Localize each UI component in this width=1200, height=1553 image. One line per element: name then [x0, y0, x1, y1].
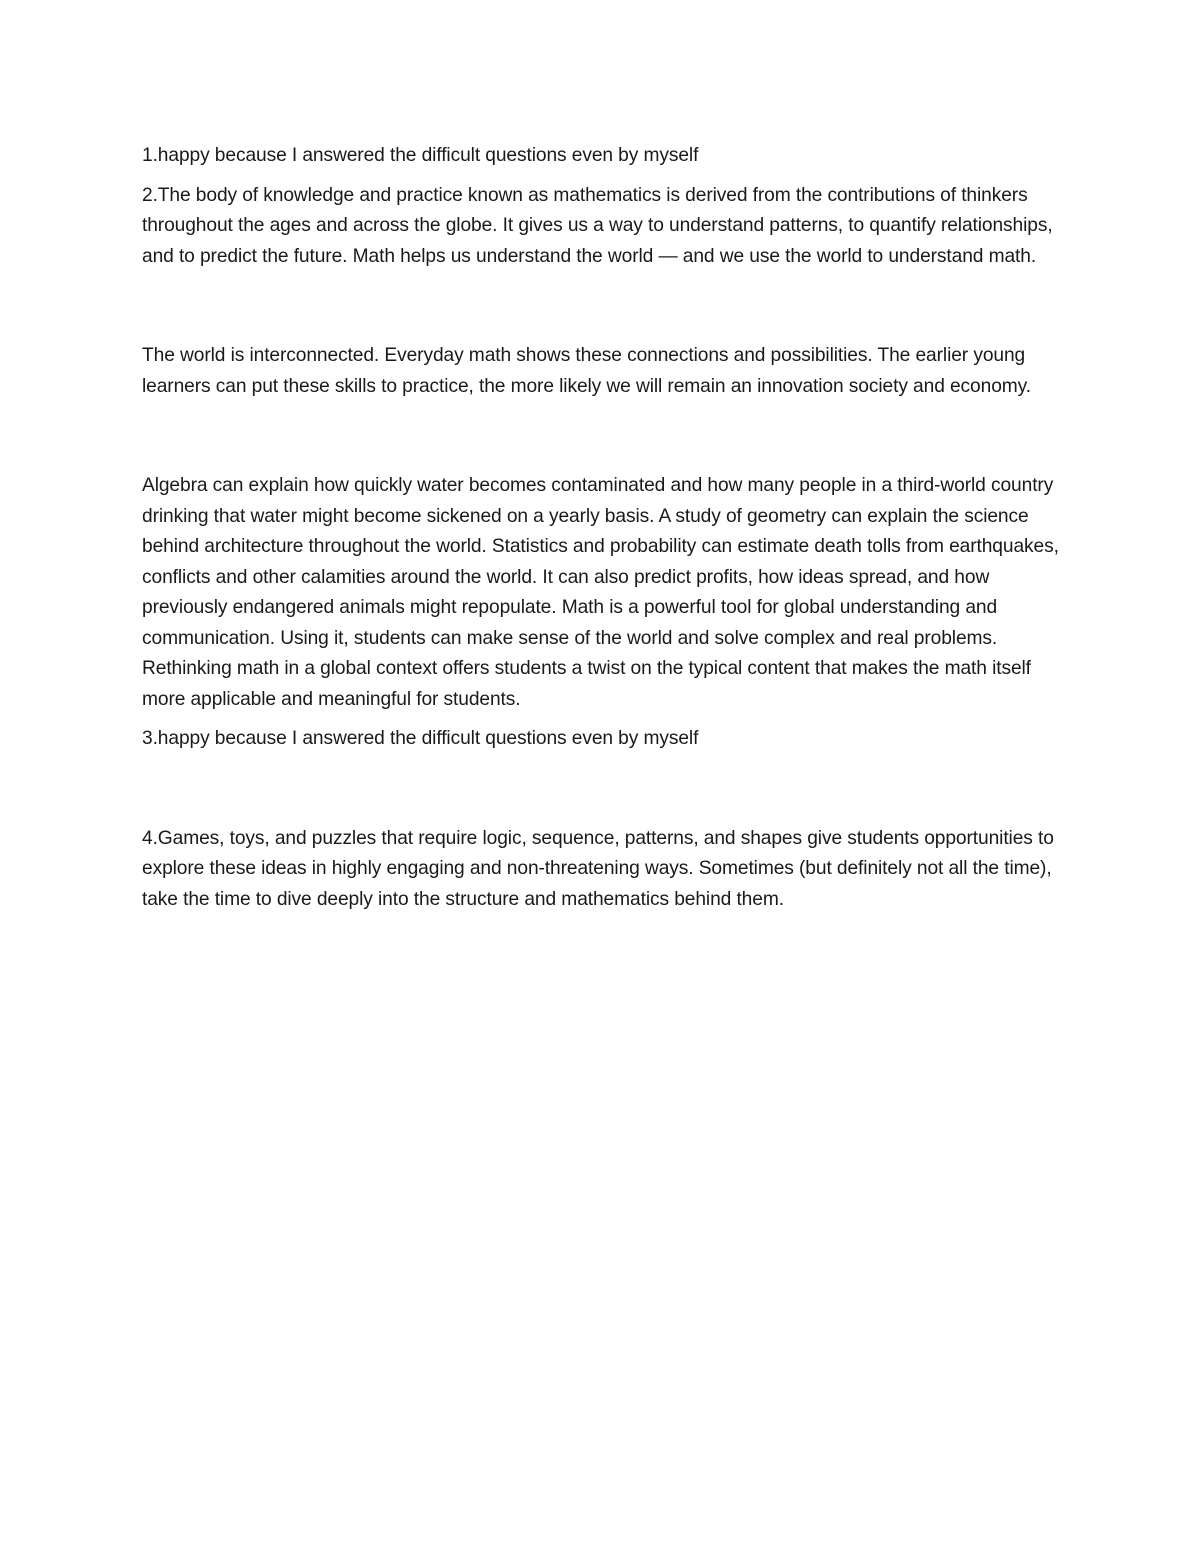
document-body — [142, 141, 1066, 915]
paragraph-spacer — [142, 715, 1066, 724]
paragraph-spacer — [142, 172, 1066, 181]
algebra-paragraph: Algebra can explain how quickly water becomes contaminated and how many people in a third-world country drinking that water might become sickened on a yearly basis. A study of geometry can explain the science behind architecture throughout the world. Statistics and probability can estimate death tolls from earthquakes, conflicts and other calamities around the world. It can also predict profits, how ideas spread, and how previously endangered animals might repopulate. Math is a powerful tool for global understanding and communication. Using it, students can make sense of the world and solve complex and real problems. Rethinking math in a global context offers students a twist on the typical content that makes the math itself more applicable and meaningful for students. — [142, 475, 1059, 710]
answer-1-paragraph: 1.happy because I answered the difficult questions even by myself — [142, 145, 699, 166]
answer-2-paragraph: 2.The body of knowledge and practice known as mathematics is derived from the contributions of thinkers throughout the ages and across the globe. It gives us a way to understand patterns, to quantify relationships, and to predict the future. Math helps us understand the world — and we use the world to understand math. — [142, 184, 1053, 267]
interconnected-paragraph: The world is interconnected. Everyday math shows these connections and possibilities. The earlier young learners can put these skills to practice, the more likely we will remain an innovation society and economy. — [142, 345, 1031, 397]
paragraph-spacer — [142, 272, 1066, 341]
answer-4-paragraph: 4.Games, toys, and puzzles that require logic, sequence, patterns, and shapes give students opportunities to explore these ideas in highly engaging and non-threatening ways. Sometimes (but definitely not all the time), take the time to dive deeply into the structure and mathematics behind them. — [142, 827, 1054, 910]
answer-3-paragraph: 3.happy because I answered the difficult questions even by myself — [142, 728, 699, 749]
paragraph-spacer — [142, 755, 1066, 824]
paragraph-spacer — [142, 402, 1066, 471]
